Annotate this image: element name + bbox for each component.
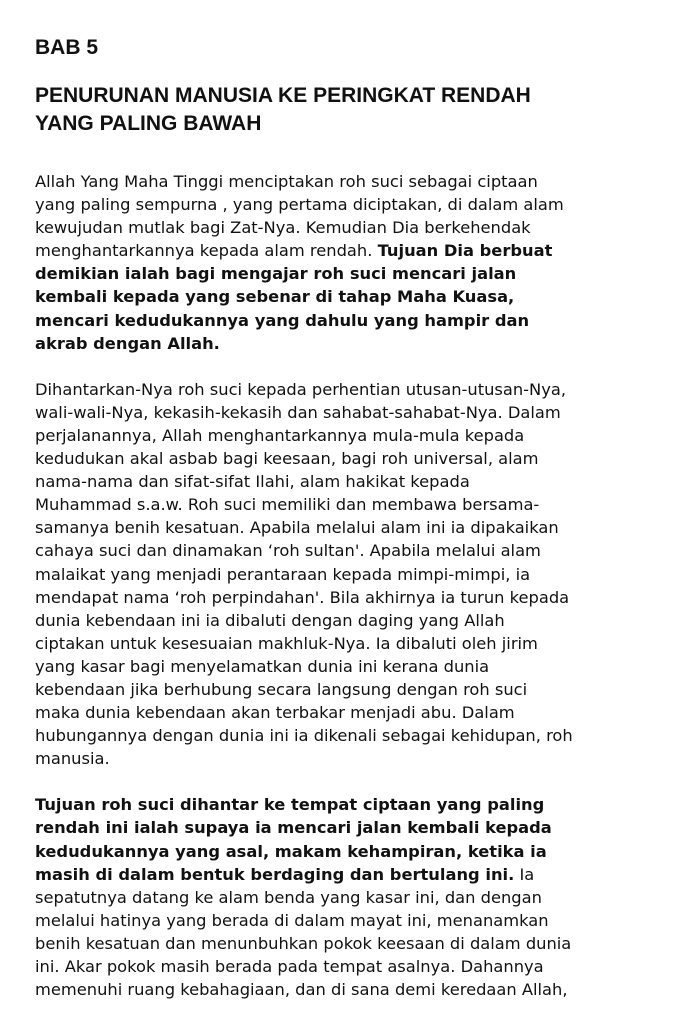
plain-text: memenuhi ruang kebahagiaan, dan di sana demi keredaan Allah, [35, 980, 568, 1000]
plain-text: hubungannya dengan dunia ini ia dikenali sebagai kehidupan, roh [35, 726, 573, 746]
text-line [35, 516, 675, 539]
bold-text: demikian ialah bagi mengajar roh suci mencari jalan [35, 264, 517, 284]
text-line [35, 655, 675, 678]
text-line [35, 840, 675, 863]
text-line [35, 886, 675, 909]
bold-text: rendah ini ialah supaya ia mencari jalan kembali kepada [35, 818, 552, 838]
text-line [35, 909, 675, 932]
bold-text: akrab dengan Allah. [35, 333, 220, 353]
chapter-title-line: PENURUNAN MANUSIA KE PERINGKAT RENDAH [35, 84, 531, 107]
plain-text: manusia. [35, 749, 110, 769]
text-line [35, 216, 675, 239]
paragraph-3 [35, 793, 675, 1001]
text-line [35, 978, 675, 1001]
chapter-title-line: YANG PALING BAWAH [35, 112, 262, 135]
bold-text: kedudukannya yang asal, makam kehampiran, ketika ia [35, 841, 547, 861]
text-line [35, 493, 675, 516]
text-line [35, 586, 675, 609]
plain-text: perjalanannya, Allah menghantarkannya mula-mula kepada [35, 425, 525, 445]
plain-text: kebendaan jika berhubung secara langsung dengan roh suci [35, 679, 528, 699]
text-line [35, 793, 675, 816]
text-line [35, 678, 675, 701]
plain-text: kedudukan akal asbab bagi keesaan, bagi roh universal, alam [35, 449, 539, 469]
plain-text: menghantarkannya kepada alam rendah. [35, 241, 378, 261]
text-line [35, 309, 675, 332]
text-line [35, 378, 675, 401]
text-line [35, 563, 675, 586]
plain-text: Ia [514, 864, 535, 884]
plain-text: Dihantarkan-Nya roh suci kepada perhentian utusan-utusan-Nya, [35, 379, 567, 399]
plain-text: melalui hatinya yang berada di dalam mayat ini, menanamkan [35, 910, 549, 930]
paragraph-1 [35, 170, 675, 355]
document-page [35, 34, 675, 1024]
text-line [35, 863, 675, 886]
text-line [35, 262, 675, 285]
text-line [35, 747, 675, 770]
plain-text: ciptakan untuk kesesuaian makhluk-Nya. Ia dibaluti oleh jirim [35, 633, 538, 653]
chapter-heading: BAB 5 [35, 36, 99, 59]
plain-text: malaikat yang menjadi perantaraan kepada mimpi-mimpi, ia [35, 564, 531, 584]
chapter-title [35, 82, 675, 138]
text-line [35, 932, 675, 955]
text-line [35, 470, 675, 493]
plain-text: ini. Akar pokok masih berada pada tempat asalnya. Dahannya [35, 957, 544, 976]
bold-text: kembali kepada yang sebenar di tahap Maha Kuasa, [35, 287, 515, 307]
plain-text: kewujudan mutlak bagi Zat-Nya. Kemudian Dia berkehendak [35, 218, 531, 238]
text-line [35, 401, 675, 424]
text-line [35, 285, 675, 308]
plain-text: cahaya suci dan dinamakan ‘roh sultan'. Apabila melalui alam [35, 541, 541, 561]
paragraph-2 [35, 378, 675, 771]
plain-text: Muhammad s.a.w. Roh suci memiliki dan membawa bersama- [35, 495, 540, 515]
text-line [35, 539, 675, 562]
plain-text: samanya benih kesatuan. Apabila melalui alam ini ia dipakaikan [35, 518, 559, 538]
plain-text: wali-wali-Nya, kekasih-kekasih dan sahabat-sahabat-Nya. Dalam [35, 402, 561, 422]
body-text [35, 170, 675, 1001]
plain-text: Allah Yang Maha Tinggi menciptakan roh suci sebagai ciptaan [35, 172, 538, 191]
text-line [35, 632, 675, 655]
text-line [35, 170, 675, 193]
text-line [35, 424, 675, 447]
plain-text: yang paling sempurna , yang pertama diciptakan, di dalam alam [35, 195, 564, 215]
plain-text: yang kasar bagi menyelamatkan dunia ini kerana dunia [35, 656, 490, 676]
text-line [35, 609, 675, 632]
plain-text: mendapat nama ‘roh perpindahan'. Bila akhirnya ia turun kepada [35, 587, 570, 607]
bold-text: Tujuan Dia berbuat [377, 241, 553, 261]
text-line [35, 447, 675, 470]
plain-text: benih kesatuan dan menunbuhkan pokok keesaan di dalam dunia [35, 933, 572, 953]
plain-text: sepatutnya datang ke alam benda yang kasar ini, dan dengan [35, 887, 542, 907]
bold-text: mencari kedudukannya yang dahulu yang hampir dan [35, 310, 530, 330]
text-line [35, 193, 675, 216]
plain-text: nama-nama dan sifat-sifat Ilahi, alam hakikat kepada [35, 472, 470, 492]
text-line [35, 955, 675, 978]
text-line [35, 816, 675, 839]
text-line [35, 724, 675, 747]
plain-text: maka dunia kebendaan akan terbakar menjadi abu. Dalam [35, 703, 515, 723]
plain-text: dunia kebendaan ini ia dibaluti dengan daging yang Allah [35, 610, 505, 630]
bold-text: Tujuan roh suci dihantar ke tempat ciptaan yang paling [35, 795, 545, 815]
bold-text: masih di dalam bentuk berdaging dan bertulang ini. [35, 864, 515, 884]
text-line [35, 239, 675, 262]
text-line [35, 332, 675, 355]
text-line [35, 701, 675, 724]
